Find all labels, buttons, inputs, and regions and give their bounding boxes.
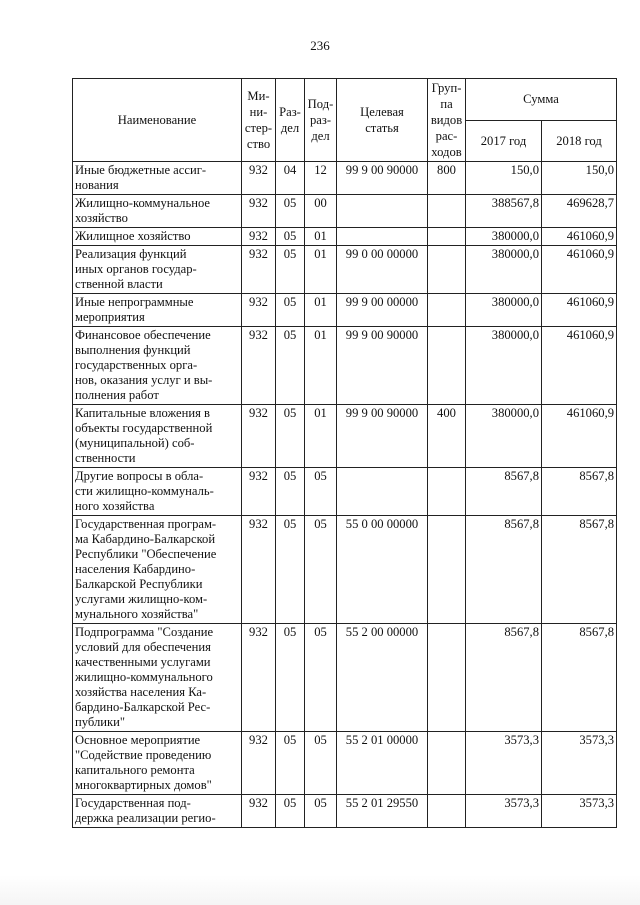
cell-expense-group bbox=[428, 294, 466, 327]
scan-edge-shade bbox=[0, 875, 640, 905]
cell-ministry: 932 bbox=[242, 162, 276, 195]
table-row bbox=[73, 405, 617, 468]
header-expense-group: Груп- па видов рас- ходов bbox=[428, 79, 466, 162]
cell-expense-group bbox=[428, 795, 466, 828]
cell-sum-2017: 3573,3 bbox=[466, 732, 542, 795]
table-row bbox=[73, 795, 617, 828]
table-body bbox=[73, 162, 617, 828]
cell-sum-2017: 388567,8 bbox=[466, 195, 542, 228]
cell-target: 99 0 00 00000 bbox=[337, 246, 428, 294]
cell-sum-2018: 469628,7 bbox=[542, 195, 617, 228]
cell-section: 05 bbox=[276, 624, 305, 732]
cell-expense-group: 400 bbox=[428, 405, 466, 468]
cell-target bbox=[337, 468, 428, 516]
cell-subsection: 01 bbox=[305, 327, 337, 405]
cell-subsection: 05 bbox=[305, 468, 337, 516]
cell-sum-2018: 461060,9 bbox=[542, 246, 617, 294]
cell-section: 05 bbox=[276, 246, 305, 294]
cell-section: 05 bbox=[276, 732, 305, 795]
cell-name: Другие вопросы в обла- сти жилищно-коммуналь- ного хозяйства bbox=[73, 468, 242, 516]
cell-name: Финансовое обеспечение выполнения функций государственных орга- нов, оказания услуг и вы- полнения работ bbox=[73, 327, 242, 405]
cell-subsection: 00 bbox=[305, 195, 337, 228]
cell-sum-2017: 150,0 bbox=[466, 162, 542, 195]
cell-section: 05 bbox=[276, 516, 305, 624]
cell-subsection: 05 bbox=[305, 516, 337, 624]
cell-section: 05 bbox=[276, 294, 305, 327]
cell-expense-group: 800 bbox=[428, 162, 466, 195]
cell-ministry: 932 bbox=[242, 795, 276, 828]
cell-expense-group bbox=[428, 516, 466, 624]
cell-sum-2018: 150,0 bbox=[542, 162, 617, 195]
cell-section: 05 bbox=[276, 468, 305, 516]
cell-target: 55 2 01 29550 bbox=[337, 795, 428, 828]
cell-sum-2018: 8567,8 bbox=[542, 516, 617, 624]
header-name: Наименование bbox=[73, 79, 242, 162]
cell-ministry: 932 bbox=[242, 468, 276, 516]
cell-sum-2018: 461060,9 bbox=[542, 294, 617, 327]
cell-sum-2018: 461060,9 bbox=[542, 228, 617, 246]
cell-sum-2017: 380000,0 bbox=[466, 327, 542, 405]
cell-name: Жилищное хозяйство bbox=[73, 228, 242, 246]
cell-sum-2017: 8567,8 bbox=[466, 624, 542, 732]
table-row bbox=[73, 162, 617, 195]
table-row bbox=[73, 294, 617, 327]
cell-section: 05 bbox=[276, 228, 305, 246]
header-year-2017: 2017 год bbox=[466, 120, 542, 162]
table-row bbox=[73, 468, 617, 516]
cell-ministry: 932 bbox=[242, 195, 276, 228]
cell-subsection: 01 bbox=[305, 294, 337, 327]
table-row bbox=[73, 327, 617, 405]
cell-name: Иные бюджетные ассиг- нования bbox=[73, 162, 242, 195]
cell-sum-2018: 3573,3 bbox=[542, 732, 617, 795]
cell-section: 05 bbox=[276, 327, 305, 405]
cell-name: Государственная програм- ма Кабардино-Балкарской Республики "Обеспечение населения Кабардино- Балкарской Республики услугами жилищно-ком- мунального хозяйства" bbox=[73, 516, 242, 624]
table-row bbox=[73, 228, 617, 246]
cell-sum-2017: 8567,8 bbox=[466, 516, 542, 624]
table-row bbox=[73, 516, 617, 624]
cell-ministry: 932 bbox=[242, 516, 276, 624]
cell-sum-2018: 461060,9 bbox=[542, 327, 617, 405]
header-year-2018: 2018 год bbox=[542, 120, 617, 162]
header-section: Раз- дел bbox=[276, 79, 305, 162]
cell-expense-group bbox=[428, 624, 466, 732]
cell-sum-2018: 461060,9 bbox=[542, 405, 617, 468]
budget-table bbox=[72, 78, 617, 828]
cell-section: 04 bbox=[276, 162, 305, 195]
cell-subsection: 01 bbox=[305, 246, 337, 294]
cell-section: 05 bbox=[276, 195, 305, 228]
cell-ministry: 932 bbox=[242, 228, 276, 246]
cell-ministry: 932 bbox=[242, 246, 276, 294]
cell-target: 55 2 00 00000 bbox=[337, 624, 428, 732]
header-subsection: Под- раз- дел bbox=[305, 79, 337, 162]
cell-expense-group bbox=[428, 228, 466, 246]
header-ministry: Ми- ни- стер- ство bbox=[242, 79, 276, 162]
cell-target bbox=[337, 195, 428, 228]
cell-name: Государственная под- держка реализации регио- bbox=[73, 795, 242, 828]
cell-sum-2017: 380000,0 bbox=[466, 294, 542, 327]
table-row bbox=[73, 624, 617, 732]
cell-target: 99 9 00 90000 bbox=[337, 327, 428, 405]
cell-subsection: 05 bbox=[305, 732, 337, 795]
cell-sum-2017: 380000,0 bbox=[466, 405, 542, 468]
cell-ministry: 932 bbox=[242, 327, 276, 405]
cell-name: Основное мероприятие "Содействие проведению капитального ремонта многоквартирных домов" bbox=[73, 732, 242, 795]
cell-ministry: 932 bbox=[242, 732, 276, 795]
cell-sum-2018: 3573,3 bbox=[542, 795, 617, 828]
cell-ministry: 932 bbox=[242, 624, 276, 732]
cell-target: 55 0 00 00000 bbox=[337, 516, 428, 624]
cell-subsection: 05 bbox=[305, 624, 337, 732]
cell-sum-2017: 380000,0 bbox=[466, 246, 542, 294]
header-target: Целевая статья bbox=[337, 79, 428, 162]
cell-expense-group bbox=[428, 732, 466, 795]
cell-ministry: 932 bbox=[242, 294, 276, 327]
page-number: 236 bbox=[310, 38, 330, 53]
cell-subsection: 01 bbox=[305, 405, 337, 468]
cell-sum-2017: 380000,0 bbox=[466, 228, 542, 246]
cell-expense-group bbox=[428, 468, 466, 516]
table-row bbox=[73, 246, 617, 294]
cell-section: 05 bbox=[276, 405, 305, 468]
cell-subsection: 05 bbox=[305, 795, 337, 828]
cell-target bbox=[337, 228, 428, 246]
cell-target: 99 9 00 00000 bbox=[337, 294, 428, 327]
cell-name: Капитальные вложения в объекты государственной (муниципальной) соб- ственности bbox=[73, 405, 242, 468]
header-sum: Сумма bbox=[466, 79, 617, 121]
cell-sum-2018: 8567,8 bbox=[542, 468, 617, 516]
cell-target: 55 2 01 00000 bbox=[337, 732, 428, 795]
cell-section: 05 bbox=[276, 795, 305, 828]
cell-subsection: 01 bbox=[305, 228, 337, 246]
cell-name: Подпрограмма "Создание условий для обеспечения качественными услугами жилищно-коммунального хозяйства населения Ка- бардино-Балкарской Рес- публики" bbox=[73, 624, 242, 732]
cell-name: Реализация функций иных органов государ- ственной власти bbox=[73, 246, 242, 294]
cell-expense-group bbox=[428, 327, 466, 405]
cell-name: Жилищно-коммунальное хозяйство bbox=[73, 195, 242, 228]
cell-target: 99 9 00 90000 bbox=[337, 162, 428, 195]
cell-expense-group bbox=[428, 195, 466, 228]
cell-name: Иные непрограммные мероприятия bbox=[73, 294, 242, 327]
table-header bbox=[73, 79, 617, 162]
cell-target: 99 9 00 90000 bbox=[337, 405, 428, 468]
cell-sum-2018: 8567,8 bbox=[542, 624, 617, 732]
cell-subsection: 12 bbox=[305, 162, 337, 195]
table-row bbox=[73, 195, 617, 228]
cell-ministry: 932 bbox=[242, 405, 276, 468]
cell-sum-2017: 3573,3 bbox=[466, 795, 542, 828]
cell-expense-group bbox=[428, 246, 466, 294]
cell-sum-2017: 8567,8 bbox=[466, 468, 542, 516]
table-row bbox=[73, 732, 617, 795]
